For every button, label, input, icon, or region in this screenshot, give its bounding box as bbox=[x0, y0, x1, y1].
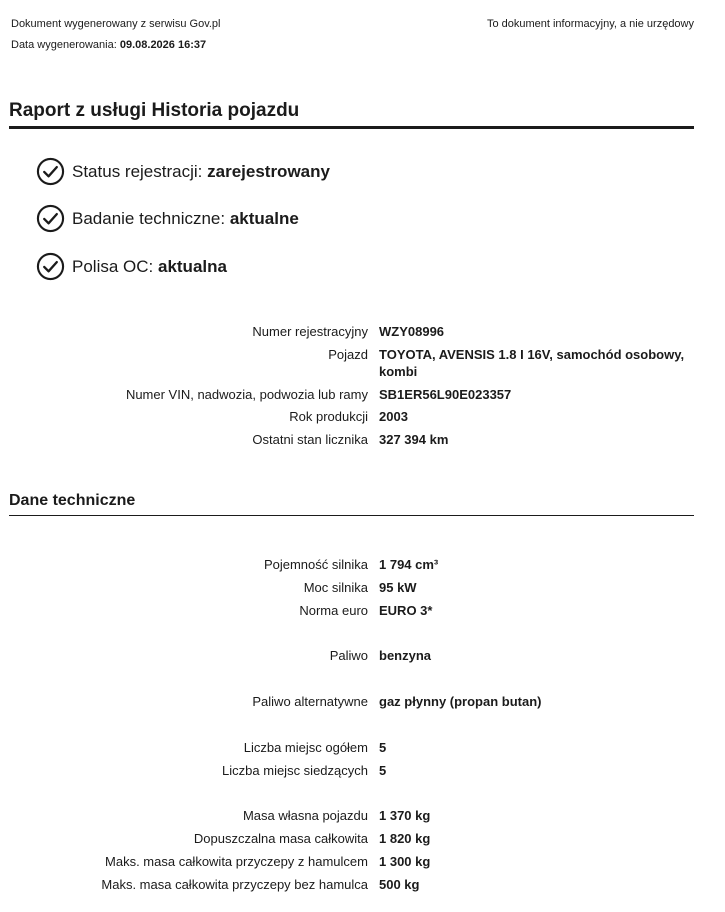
status-insurance bbox=[36, 252, 227, 281]
status-registration bbox=[36, 157, 330, 186]
generated-date-label: Data wygenerowania: bbox=[11, 39, 117, 51]
report-title: Raport z usługi Historia pojazdu bbox=[9, 100, 300, 121]
section-title-technical: Dane techniczne bbox=[9, 492, 136, 509]
disclaimer-text: To dokument informacyjny, a nie urzędowy bbox=[486, 18, 694, 30]
section-divider bbox=[9, 515, 694, 516]
generated-date-value: 09.08.2026 16:37 bbox=[119, 39, 207, 51]
field-value: 1 300 kg bbox=[379, 854, 431, 869]
field-label: Liczba miejsc ogółem bbox=[243, 740, 368, 755]
field-value: 5 bbox=[379, 763, 387, 778]
generated-from-text: Dokument wygenerowany z serwisu Gov.pl bbox=[11, 18, 221, 30]
status-label: Polisa OC: bbox=[72, 256, 154, 276]
field-label: Ostatni stan licznika bbox=[252, 432, 368, 447]
field-value: 327 394 km bbox=[379, 432, 449, 447]
status-label: Badanie techniczne: bbox=[72, 208, 226, 228]
field-value: SB1ER56L90E023357 bbox=[379, 387, 512, 402]
field-label: Paliwo bbox=[329, 648, 368, 663]
field-label: Masa własna pojazdu bbox=[242, 808, 368, 823]
field-label: Numer VIN, nadwozia, podwozia lub ramy bbox=[125, 387, 368, 402]
field-label: Pojazd bbox=[328, 347, 368, 362]
field-label: Maks. masa całkowita przyczepy z hamulcem bbox=[105, 854, 368, 869]
field-value: 5 bbox=[379, 740, 387, 755]
field-value: 1 370 kg bbox=[379, 808, 431, 823]
field-value: 2003 bbox=[379, 409, 408, 424]
field-value: TOYOTA, AVENSIS 1.8 I 16V, samochód osobowy, kombi bbox=[379, 347, 685, 379]
title-divider bbox=[9, 126, 694, 129]
status-inspection bbox=[36, 204, 299, 233]
field-value: 500 kg bbox=[379, 877, 420, 892]
field-label: Maks. masa całkowita przyczepy bez hamulca bbox=[101, 877, 368, 892]
generated-date bbox=[11, 35, 221, 56]
check-circle-icon bbox=[36, 252, 65, 281]
field-value: gaz płynny (propan butan) bbox=[379, 694, 542, 709]
field-label: Norma euro bbox=[299, 603, 368, 618]
field-label: Moc silnika bbox=[303, 580, 368, 595]
field-label: Liczba miejsc siedzących bbox=[222, 763, 368, 778]
check-circle-icon bbox=[36, 204, 65, 233]
field-label: Rok produkcji bbox=[289, 409, 368, 424]
field-value: 95 kW bbox=[379, 580, 417, 595]
check-circle-icon bbox=[36, 157, 65, 186]
field-value: 1 794 cm³ bbox=[379, 557, 439, 572]
field-label: Dopuszczalna masa całkowita bbox=[193, 831, 368, 846]
field-value: 1 820 kg bbox=[379, 831, 431, 846]
field-value: benzyna bbox=[379, 648, 432, 663]
field-label: Paliwo alternatywne bbox=[252, 694, 368, 709]
field-label: Pojemność silnika bbox=[263, 557, 368, 572]
status-value: aktualna bbox=[157, 256, 227, 276]
field-label: Numer rejestracyjny bbox=[252, 324, 368, 339]
field-value: EURO 3* bbox=[379, 603, 433, 618]
status-label: Status rejestracji: bbox=[72, 161, 203, 181]
status-value: zarejestrowany bbox=[207, 161, 330, 181]
field-value: WZY08996 bbox=[379, 324, 445, 339]
generation-info bbox=[11, 14, 221, 56]
status-value: aktualne bbox=[229, 208, 299, 228]
